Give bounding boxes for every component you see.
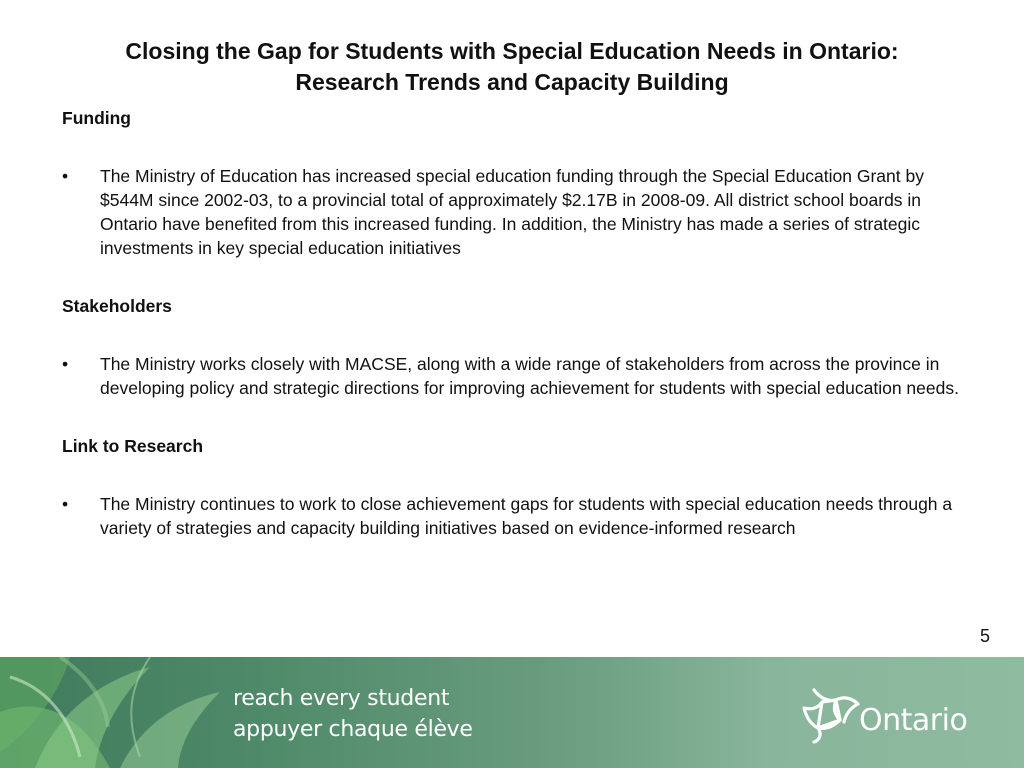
footer-banner [0, 657, 1024, 768]
bullet-item-stakeholders [62, 352, 962, 400]
trillium-icon [800, 684, 862, 744]
page-number: 5 [979, 626, 990, 646]
slogan-english: reach every student [233, 686, 450, 711]
bullet-text-stakeholders: The Ministry works closely with MACSE, along with a wide range of stakeholders from across the province in developing policy and strategic directions for improving achievement for students with special education needs. [100, 354, 959, 398]
bullet-marker: • [62, 166, 69, 186]
bullet-text-funding: The Ministry of Education has increased special education funding through the Special Education Grant by $544M since 2002-03, to a provincial total of approximately $2.17B in 2008-09. All district school boards in Ontario have benefited from this increased funding. In addition, the Ministry has made a series of strategic investments in key special education initiatives [100, 166, 924, 258]
slide-title-line-2: Research Trends and Capacity Building [295, 69, 729, 95]
bullet-item-link-to-research [62, 492, 962, 540]
slide-body [62, 106, 962, 540]
bullet-item-funding [62, 164, 962, 260]
slogan-french: appuyer chaque élève [233, 717, 473, 742]
ontario-wordmark: Ontario [859, 703, 968, 738]
bullet-text-link-to-research: The Ministry continues to work to close achievement gaps for students with special education needs through a variety of strategies and capacity building initiatives based on evidence-informed research [100, 494, 953, 538]
bullet-marker: • [62, 354, 69, 374]
slide-title [40, 36, 984, 98]
section-heading-link-to-research: Link to Research [62, 436, 204, 456]
footer-slogan [233, 683, 473, 745]
section-heading-funding: Funding [62, 108, 132, 128]
section-heading-stakeholders: Stakeholders [62, 296, 172, 316]
bullet-marker: • [62, 494, 69, 514]
slide-title-line-1: Closing the Gap for Students with Special Education Needs in Ontario: [125, 38, 899, 64]
